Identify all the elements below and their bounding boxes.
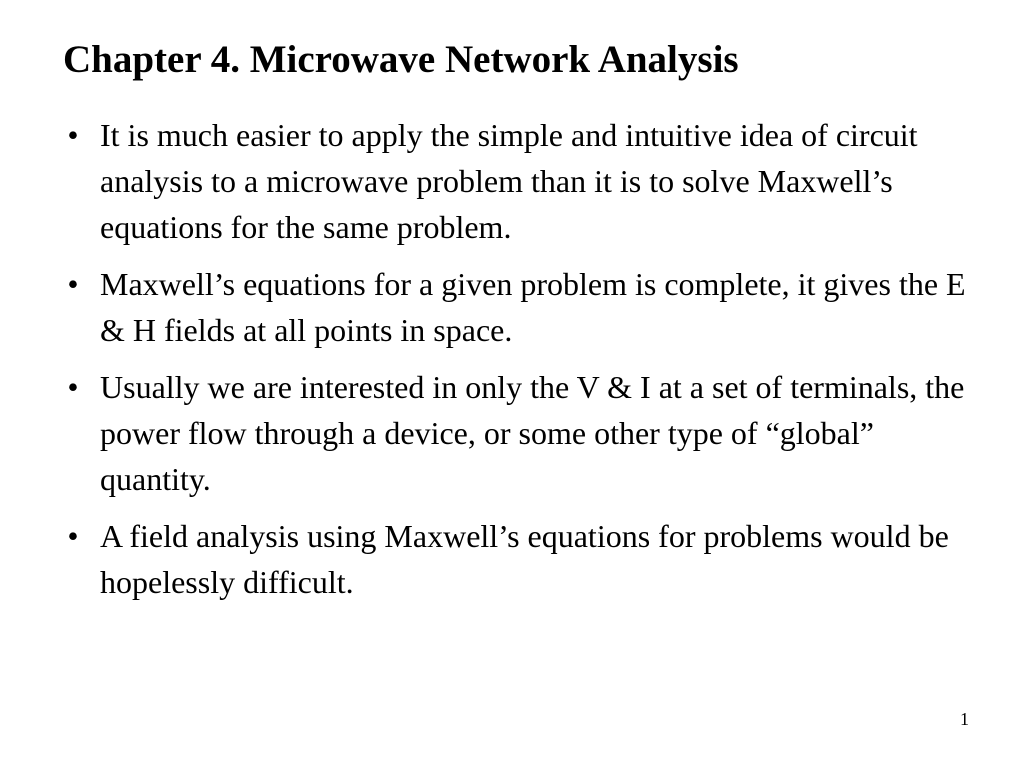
bullet-dot-icon: • bbox=[67, 117, 79, 153]
bullet-dot-icon: • bbox=[67, 266, 79, 302]
bullet-item bbox=[58, 261, 988, 353]
slide-number: 1 bbox=[960, 709, 969, 729]
bullet-item bbox=[58, 112, 988, 250]
slide-title: Chapter 4. Microwave Network Analysis bbox=[63, 38, 739, 81]
bullet-dot-icon: • bbox=[67, 369, 79, 405]
bullet-text: It is much easier to apply the simple and intuitive idea of circuit analysis to a microwave problem than it is to solve Maxwell’s equations for the same problem. bbox=[100, 117, 918, 245]
bullet-text: Usually we are interested in only the V & I at a set of terminals, the power flow through a device, or some other type of “global” quantity. bbox=[100, 369, 965, 497]
bullet-dot-icon: • bbox=[67, 518, 79, 554]
bullet-text: Maxwell’s equations for a given problem is complete, it gives the E & H fields at all points in space. bbox=[100, 266, 966, 348]
bullet-item bbox=[58, 364, 988, 502]
bullet-item bbox=[58, 513, 988, 605]
bullet-list bbox=[58, 112, 988, 616]
bullet-text: A field analysis using Maxwell’s equations for problems would be hopelessly difficult. bbox=[100, 518, 949, 600]
